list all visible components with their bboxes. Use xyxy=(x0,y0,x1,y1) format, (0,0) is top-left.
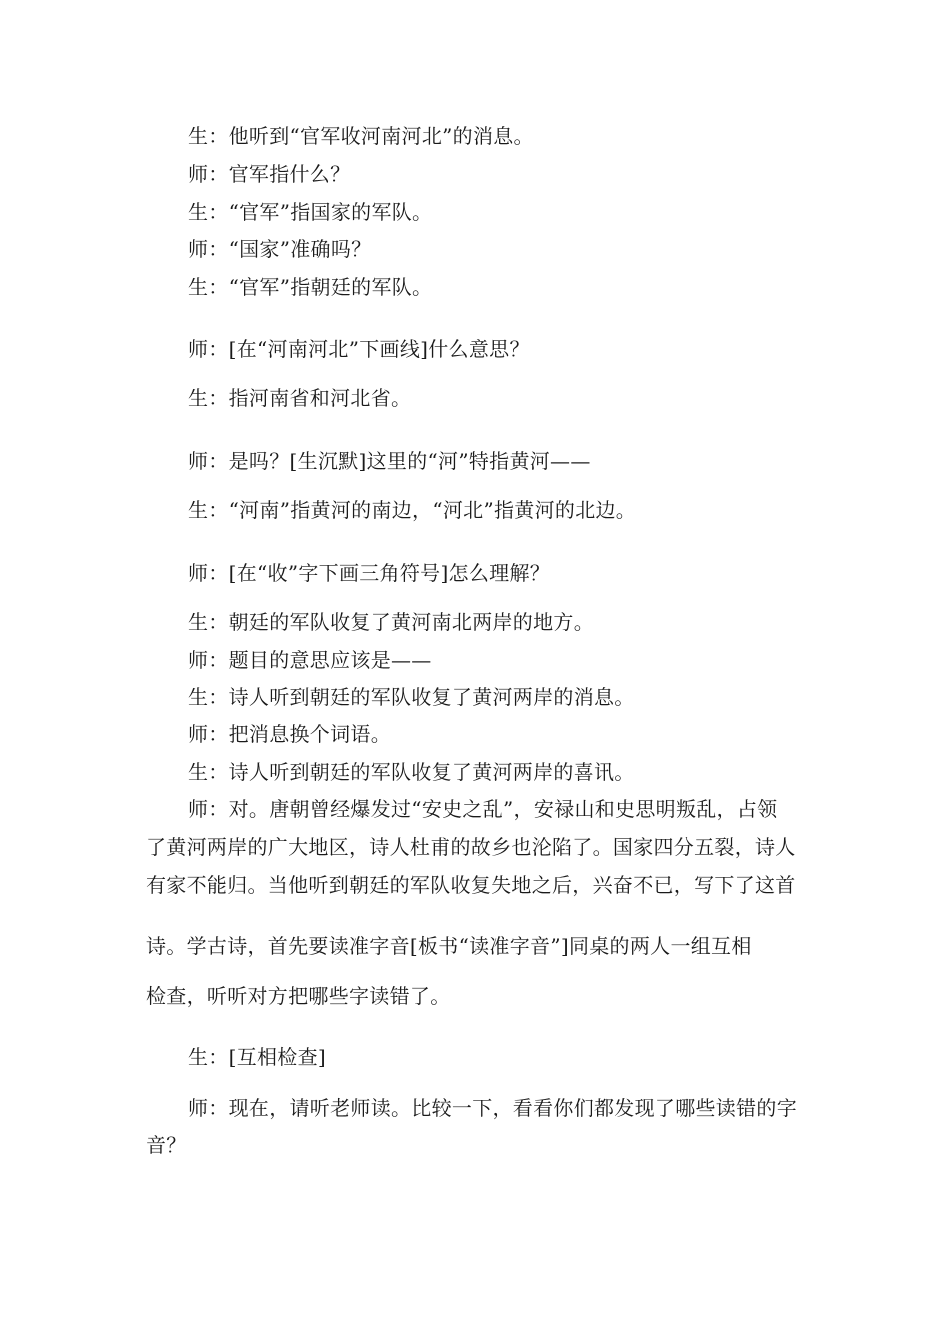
dialogue-line: 生：诗人听到朝廷的军队收复了黄河两岸的喜讯。 xyxy=(188,760,635,784)
dialogue-line: 师：官军指什么？ xyxy=(188,162,351,186)
dialogue-line: 师：[在“河南河北”下画线]什么意思？ xyxy=(188,337,530,361)
paragraph-line: 了黄河两岸的广大地区，诗人杜甫的故乡也沦陷了。国家四分五裂，诗人 xyxy=(146,835,796,859)
paragraph-line: 有家不能归。当他听到朝廷的军队收复失地之后，兴奋不已，写下了这首 xyxy=(146,873,796,897)
dialogue-line: 生：朝廷的军队收复了黄河南北两岸的地方。 xyxy=(188,610,594,634)
dialogue-line: 生：[互相检查] xyxy=(188,1045,327,1069)
dialogue-line: 师：[在“收”字下画三角符号]怎么理解？ xyxy=(188,561,551,585)
dialogue-line: 生：指河南省和河北省。 xyxy=(188,386,412,410)
dialogue-line: 师：把消息换个词语。 xyxy=(188,722,391,746)
paragraph-line: 诗。学古诗，首先要读准字音[板书“读准字音”]同桌的两人一组互相 xyxy=(146,934,752,958)
paragraph-line: 检查，听听对方把哪些字读错了。 xyxy=(146,984,451,1008)
dialogue-line: 生：诗人听到朝廷的军队收复了黄河两岸的消息。 xyxy=(188,685,635,709)
dialogue-line: 生：他听到“官军收河南河北”的消息。 xyxy=(188,124,534,148)
dialogue-line: 师：是吗？[生沉默]这里的“河”特指黄河—— xyxy=(188,449,591,473)
dialogue-line: 生：“河南”指黄河的南边，“河北”指黄河的北边。 xyxy=(188,498,637,522)
dialogue-line: 生：“官军”指国家的军队。 xyxy=(188,200,433,224)
dialogue-line: 师：题目的意思应该是—— xyxy=(188,648,432,672)
paragraph-line: 音？ xyxy=(146,1133,187,1157)
dialogue-line: 生：“官军”指朝廷的军队。 xyxy=(188,275,433,299)
paragraph-line: 师：现在，请听老师读。比较一下，看看你们都发现了哪些读错的字 xyxy=(188,1096,797,1120)
paragraph-line: 师：对。唐朝曾经爆发过“安史之乱”，安禄山和史思明叛乱，占领 xyxy=(188,797,778,821)
dialogue-line: 师：“国家”准确吗？ xyxy=(188,237,372,261)
